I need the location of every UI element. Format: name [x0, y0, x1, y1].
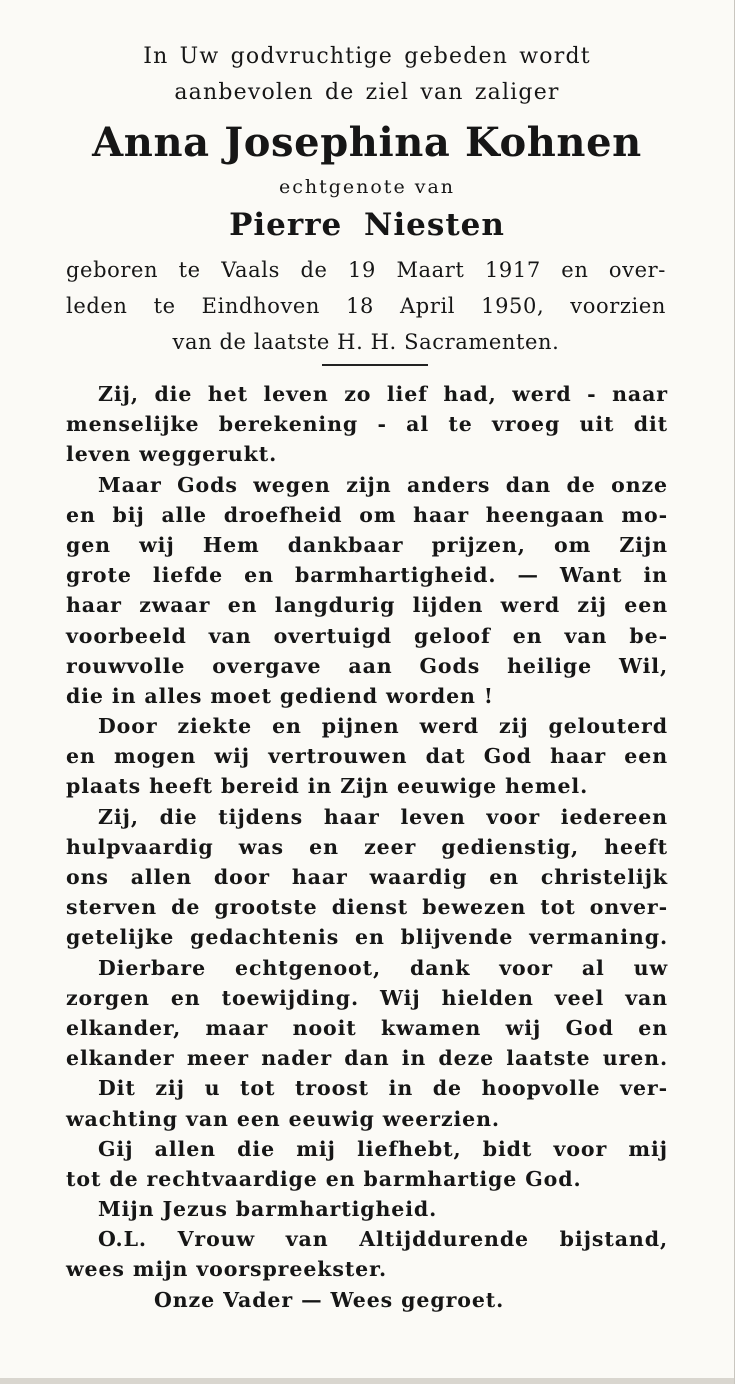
deceased-name: Anna Josephina Kohnen [92, 119, 642, 166]
text-line: Dit zij u tot troost in de hoopvolle ver- [98, 1076, 668, 1101]
text-line: menselijke berekening - al te vroeg uit dit [66, 412, 668, 437]
text-line: voorbeeld van overtuigd geloof en van be- [66, 623, 668, 648]
text-line: ons allen door haar waardig en christelijk [66, 865, 668, 889]
text-line: zorgen en toewijding. Wij hielden veel van [66, 985, 668, 1010]
intro-line-2: aanbevolen de ziel van zaliger [174, 80, 560, 105]
text-line: en bij alle droefheid om haar heengaan mo- [66, 502, 668, 527]
date-line: van de laatste H. H. Sacramenten. [172, 330, 560, 354]
text-line: leven weggerukt. [66, 442, 278, 467]
text-line: Zij, die tijdens haar leven voor iedereen [98, 804, 668, 829]
text-line: sterven de grootste dienst bewezen tot onver- [66, 895, 668, 920]
text-line: gen wij Hem dankbaar prijzen, om Zijn [66, 532, 668, 557]
text-line: grote liefde en barmhartigheid. — Want in [66, 563, 668, 588]
text-line: Maar Gods wegen zijn anders dan de onze [98, 472, 668, 497]
text-line: O.L. Vrouw van Altijddurende bijstand, [98, 1227, 668, 1252]
memorial-text [66, 379, 668, 1315]
text-line: wees mijn voorspreekster. [66, 1257, 387, 1282]
text-line: rouwvolle overgave aan Gods heilige Wil, [66, 653, 668, 678]
text-line: plaats heeft bereid in Zijn eeuwige hemel. [66, 774, 589, 799]
text-line: haar zwaar en langdurig lijden werd zij een [66, 593, 668, 618]
spouse-label: echtgenote van [278, 176, 456, 198]
date-line: geboren te Vaals de 19 Maart 1917 en over- [66, 258, 666, 282]
date-line: leden te Eindhoven 18 April 1950, voorzien [66, 294, 666, 318]
text-line: elkander meer nader dan in deze laatste uren. [66, 1046, 668, 1071]
text-line: tot de rechtvaardige en barmhartige God. [66, 1166, 582, 1191]
text-line: die in alles moet gediend worden ! [66, 683, 494, 708]
divider-rule [322, 364, 428, 366]
life-dates [66, 252, 666, 360]
text-line: getelijke gedachtenis en blijvende vermaning. [66, 925, 668, 950]
text-line: Dierbare echtgenoot, dank voor al uw [98, 955, 668, 980]
text-line: Mijn Jezus barmhartigheid. [98, 1197, 438, 1222]
text-line: wachting van een eeuwig weerzien. [66, 1106, 500, 1131]
closing-prayer: Onze Vader — Wees gegroet. [154, 1287, 505, 1312]
text-line: Door ziekte en pijnen werd zij gelouterd [98, 714, 668, 739]
text-line: Gij allen die mij liefhebt, bidt voor mij [98, 1136, 668, 1161]
text-line: elkander, maar nooit kwamen wij God en [66, 1015, 668, 1040]
text-line: Zij, die het leven zo lief had, werd - naar [98, 382, 668, 406]
text-line: en mogen wij vertrouwen dat God haar een [66, 744, 668, 769]
spouse-name: Pierre Niesten [229, 207, 505, 243]
intro-line-1: In Uw godvruchtige gebeden wordt [143, 44, 591, 69]
text-line: hulpvaardig was en zeer gedienstig, heeft [66, 834, 668, 859]
card-bottom-edge [0, 1378, 734, 1384]
